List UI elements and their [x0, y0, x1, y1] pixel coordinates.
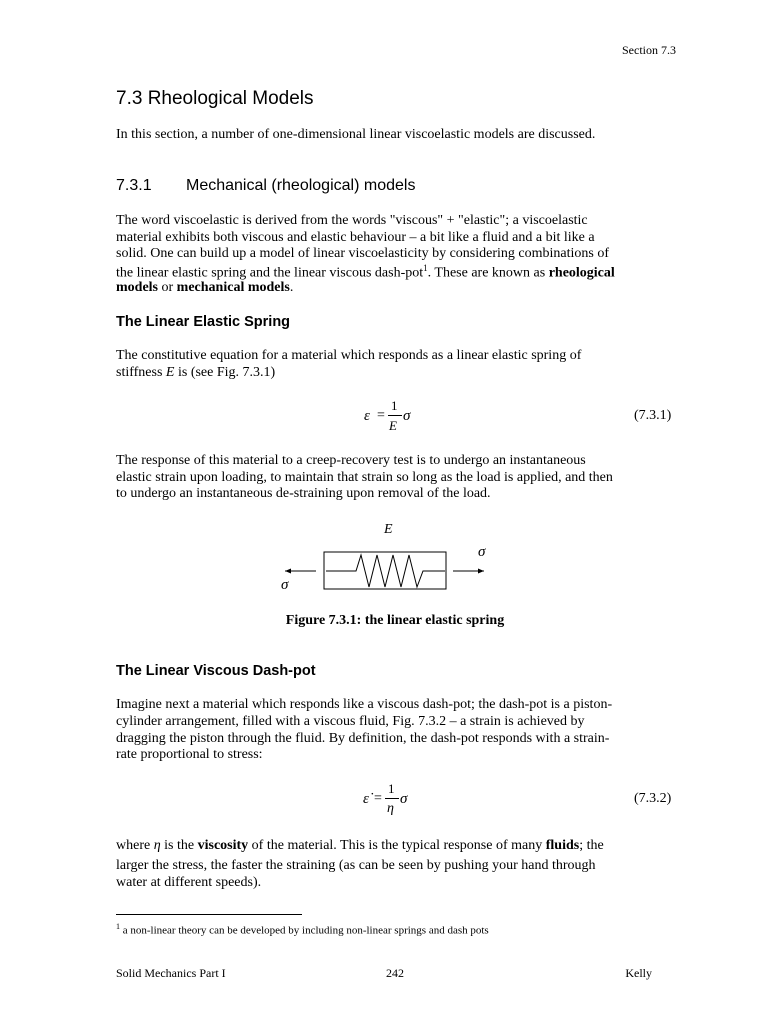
footer-course: Solid Mechanics Part I	[116, 966, 226, 980]
para1-line4: the linear elastic spring and the linear viscous dash-pot$^1$. These are known as rheological	[116, 263, 615, 281]
para2-line2: stiffness E is (see Fig. 7.3.1)	[116, 365, 276, 380]
para1-line2: material exhibits both viscous and elastic behaviour – a bit like a fluid and a bit like a	[116, 230, 595, 245]
section-title	[116, 88, 314, 110]
footnote-text: a non-linear theory can be developed by including non-linear springs and dash pots	[120, 924, 489, 937]
section-number: 7.3	[116, 88, 143, 109]
footer-author: Kelly	[625, 966, 652, 980]
eq2-equals: =	[374, 791, 382, 806]
eq2-label: (7.3.2)	[634, 791, 672, 806]
intro-paragraph: In this section, a number of one-dimensional linear viscoelastic models are discussed.	[116, 127, 596, 142]
eq1-equals: =	[377, 408, 385, 423]
sigma-right-label: σ	[478, 544, 486, 560]
footnote-ref[interactable]: 1	[423, 263, 428, 273]
subsection-number: 7.3.1	[116, 177, 152, 194]
footnote-mark: 1	[116, 922, 120, 931]
para3-line2: elastic strain upon loading, to maintain that strain so long as the load is applied, and then	[116, 470, 613, 485]
figure-caption: Figure 7.3.1: the linear elastic spring	[285, 613, 505, 628]
spring-stiffness-label: E	[384, 522, 393, 537]
left-arrow-head	[285, 569, 291, 574]
para4-line2: cylinder arrangement, filled with a viscous fluid, Fig. 7.3.2 – a strain is achieved by	[116, 714, 585, 729]
running-header: Section 7.3	[622, 43, 676, 57]
para4-line4: rate proportional to stress:	[116, 747, 263, 762]
dashpot-heading: The Linear Viscous Dash-pot	[116, 663, 316, 679]
para1-line3: solid. One can build up a model of linear viscoelasticity by considering combinations of	[116, 246, 610, 261]
eq2-fraction-bar	[385, 798, 399, 799]
para4-line3: dragging the piston through the fluid. By definition, the dash-pot responds with a strain-	[116, 731, 610, 746]
eq1-numerator: 1	[391, 398, 398, 413]
eq2-lhs: ε̇	[363, 791, 369, 807]
eq2-denominator: η	[387, 801, 394, 816]
para5-line1: where η is the viscosity of the material. This is the typical response of many fluids; the	[116, 838, 604, 853]
eq1-label: (7.3.1)	[634, 408, 672, 423]
eq1-fraction-bar	[388, 415, 402, 416]
eq1-denominator: E	[389, 418, 397, 433]
eq2-numerator: 1	[388, 781, 395, 796]
para1-line1: The word viscoelastic is derived from the words "viscous" + "elastic"; a viscoelastic	[116, 213, 588, 228]
para5-line3: water at different speeds).	[116, 875, 262, 890]
spring-diagram	[280, 545, 490, 595]
spring-heading: The Linear Elastic Spring	[116, 314, 291, 330]
para5-line2: larger the stress, the faster the straining (as can be seen by pushing your hand through	[116, 858, 596, 873]
sigma-left-label: σ	[281, 577, 289, 593]
footnote-separator	[116, 914, 302, 915]
eq1-rhs: σ	[403, 408, 411, 424]
para1-line5: models or mechanical models.	[116, 280, 294, 295]
para2-line1: The constitutive equation for a material which responds as a linear elastic spring of	[116, 348, 582, 363]
footnote	[116, 922, 489, 937]
para4-line1: Imagine next a material which responds like a viscous dash-pot; the dash-pot is a piston-	[116, 697, 613, 712]
section-title-text: Rheological Models	[147, 88, 314, 109]
subsection-heading	[116, 177, 416, 195]
page-number: 242	[386, 966, 404, 980]
subsection-title: Mechanical (rheological) models	[186, 177, 416, 194]
right-arrow-head	[478, 569, 484, 574]
para3-line1: The response of this material to a creep-recovery test is to undergo an instantaneous	[116, 453, 586, 468]
eq2-rhs: σ	[400, 791, 408, 807]
para3-line3: to undergo an instantaneous de-straining upon removal of the load.	[116, 486, 491, 501]
spring-zigzag	[326, 555, 445, 587]
eq1-lhs: ε	[364, 408, 370, 424]
